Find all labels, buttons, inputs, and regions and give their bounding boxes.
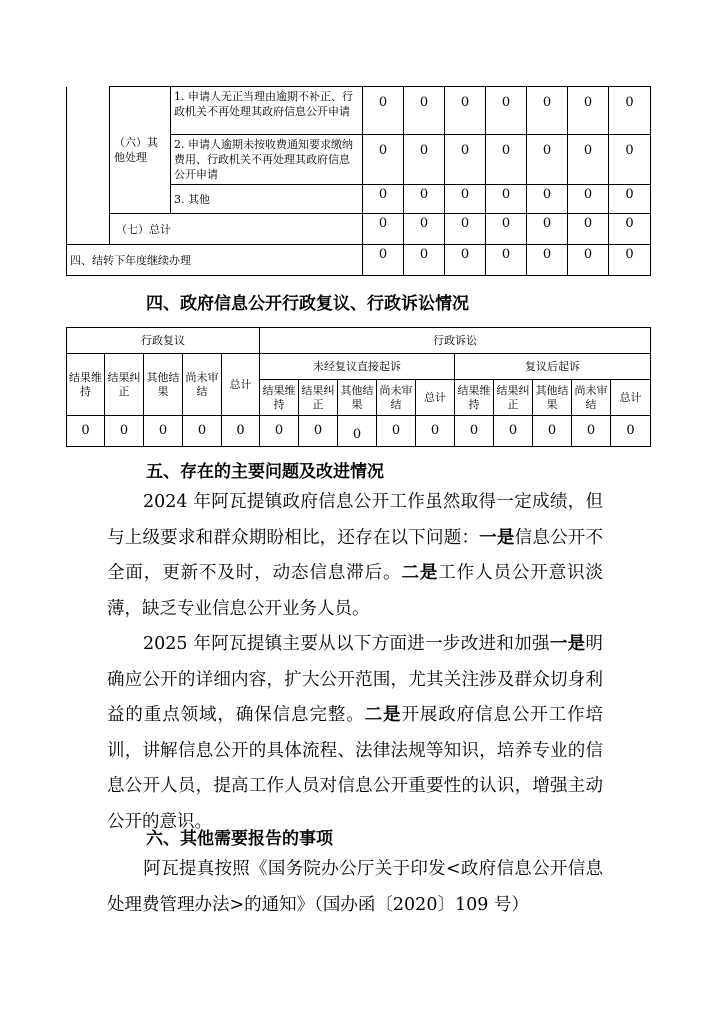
cell-value: 0 (568, 135, 609, 185)
review-litigation-table (66, 327, 651, 447)
direct-suit-header: 未经复议直接起诉 (260, 354, 455, 380)
emphasis-first: 一是 (479, 527, 515, 548)
cell-value: 0 (568, 185, 609, 214)
outer-blank-cell (67, 87, 110, 245)
review-col-header: 结果维持 (67, 354, 105, 416)
cell-value: 0 (445, 135, 486, 185)
cell-value: 0 (363, 245, 404, 276)
after-col-header: 其他结果 (533, 380, 572, 416)
cell-value: 0 (363, 87, 404, 135)
other-handling-label: （六）其他处理 (110, 87, 171, 214)
problems-paragraph (107, 485, 603, 627)
admin-review-header: 行政复议 (67, 328, 260, 354)
review-col-header: 总计 (222, 354, 260, 416)
cell-value: 0 (416, 416, 455, 447)
problems-text-c: 信息公开不全面，更新不及时，动态信息滞后。 (107, 527, 604, 583)
cell-value: 0 (486, 245, 527, 276)
cell-value: 0 (609, 135, 651, 185)
emphasis-first: 一是 (549, 634, 586, 654)
cell-value: 0 (445, 87, 486, 135)
cell-value: 0 (486, 87, 527, 135)
cell-value: 0 (363, 214, 404, 245)
cell-value: 0 (144, 416, 183, 447)
cell-value: 0 (404, 245, 445, 276)
cell-value: 0 (572, 416, 611, 447)
cell-value: 0 (609, 87, 651, 135)
cell-value: 0 (404, 135, 445, 185)
carry-over-row-label: 四、结转下年度继续办理 (67, 245, 363, 276)
cell-value: 0 (377, 416, 416, 447)
after-review-suit-header: 复议后起诉 (455, 354, 651, 380)
emphasis-second: 二是 (364, 705, 402, 725)
cell-value: 0 (183, 416, 222, 447)
improvement-text-a: 2025 年阿瓦提镇主要从以下方面进一步改进和加强 (143, 634, 550, 654)
cell-value: 0 (527, 87, 568, 135)
review-col-header: 尚未审结 (183, 354, 222, 416)
direct-col-header: 总计 (416, 380, 455, 416)
cell-value: 0 (67, 416, 105, 447)
cell-value: 0 (363, 135, 404, 185)
cell-value: 0 (404, 214, 445, 245)
cell-value: 0 (445, 214, 486, 245)
after-col-header: 结果维持 (455, 380, 494, 416)
row-label: 2. 申请人逾期未按收费通知要求缴纳费用、行政机关不再处理其政府信息公开申请 (171, 135, 363, 185)
cell-value: 0 (494, 416, 533, 447)
cell-value: 0 (445, 185, 486, 214)
cell-value: 0 (568, 214, 609, 245)
cell-value: 0 (527, 214, 568, 245)
improvement-text-d: 开展政府信息公开工作培训，讲解信息公开的具体流程、法律法规等知识，培养专业的信息公开人员，提高工作人员对信息公开重要性的认识，增强主动公开的意识。 (107, 705, 604, 832)
cell-value: 0 (338, 416, 377, 447)
after-col-header: 尚未审结 (572, 380, 611, 416)
cell-value: 0 (527, 245, 568, 276)
problems-text-d: 工作人员公开意识淡薄，缺乏专业信息公开业务人员。 (107, 563, 604, 619)
other-matters-paragraph (107, 852, 603, 923)
total-row-label: （七）总计 (110, 214, 363, 245)
cell-value: 0 (486, 135, 527, 185)
emphasis-second: 二是 (401, 563, 439, 583)
cell-value: 0 (568, 87, 609, 135)
cell-value: 0 (533, 416, 572, 447)
improvement-paragraph (107, 627, 603, 840)
other-matters-text: 阿瓦提真按照《国务院办公厅关于印发<政府信息公开信息处理费管理办法>的通知》（国办函〔2020〕109 号） (107, 859, 603, 915)
direct-col-header: 其他结果 (338, 380, 377, 416)
after-col-header: 结果纠正 (494, 380, 533, 416)
review-col-header: 结果纠正 (105, 354, 144, 416)
cell-value: 0 (609, 214, 651, 245)
cell-value: 0 (527, 185, 568, 214)
cell-value: 0 (527, 135, 568, 185)
section-4-heading: 四、政府信息公开行政复议、行政诉讼情况 (146, 294, 469, 314)
cell-value: 0 (486, 185, 527, 214)
direct-col-header: 结果维持 (260, 380, 299, 416)
cell-value: 0 (445, 245, 486, 276)
section-5-heading: 五、存在的主要问题及改进情况 (146, 462, 384, 482)
review-col-header: 其他结果 (144, 354, 183, 416)
cell-value: 0 (404, 185, 445, 214)
statistics-table-continued (66, 86, 651, 276)
cell-value: 0 (455, 416, 494, 447)
cell-value: 0 (486, 214, 527, 245)
cell-value: 0 (363, 185, 404, 214)
problems-text-a: 2024 年阿瓦提镇政府信息公开工作虽然取得一定成绩，但与上级要求和群众期盼相比，还存在以下问题： (107, 492, 603, 548)
row-label: 3. 其他 (171, 185, 363, 214)
cell-value: 0 (260, 416, 299, 447)
improvement-text-c: 明确应公开的详细内容，扩大公开范围，尤其关注涉及群众切身利益的重点领域，确保信息完整。 (107, 634, 604, 725)
direct-col-header: 尚未审结 (377, 380, 416, 416)
cell-value: 0 (299, 416, 338, 447)
admin-litigation-header: 行政诉讼 (260, 328, 651, 354)
cell-value: 0 (105, 416, 144, 447)
cell-value: 0 (222, 416, 260, 447)
cell-value: 0 (609, 185, 651, 214)
cell-value: 0 (611, 416, 651, 447)
section-6-heading: 六、其他需要报告的事项 (146, 829, 333, 849)
row-label: 1. 申请人无正当理由逾期不补正、行政机关不再处理其政府信息公开申请 (171, 87, 363, 135)
direct-col-header: 结果纠正 (299, 380, 338, 416)
after-col-header: 总计 (611, 380, 651, 416)
cell-value: 0 (568, 245, 609, 276)
cell-value: 0 (404, 87, 445, 135)
cell-value: 0 (609, 245, 651, 276)
